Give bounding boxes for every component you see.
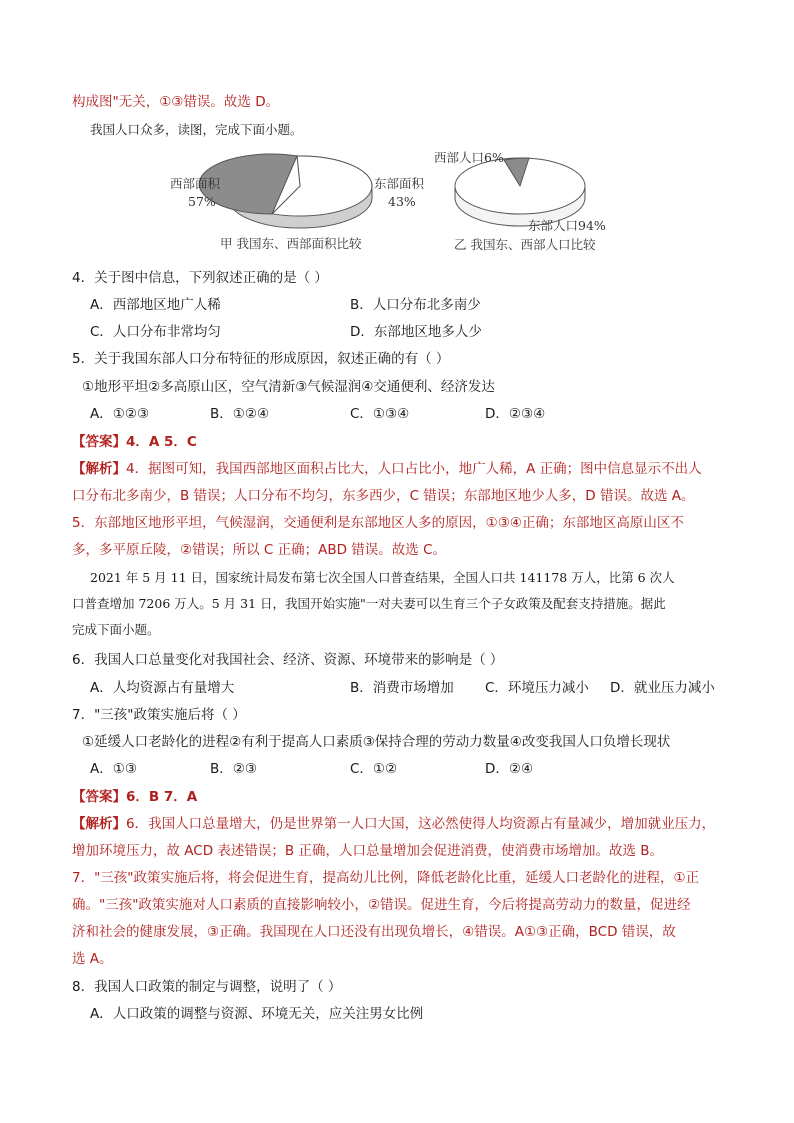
option-4b: B．人口分布北多南少 <box>350 297 481 313</box>
option-6d: D．就业压力减小 <box>610 680 715 696</box>
population-pie <box>455 158 585 226</box>
explanation-text: D <box>585 488 596 504</box>
explanation-text: C <box>409 488 419 504</box>
option-8a: A．人口政策的调整与资源、环境无关，应关注男女比例 <box>90 1006 424 1022</box>
option-7a: A．①③ <box>90 761 137 777</box>
explanation-text: 多，多平原丘陵， <box>72 542 180 558</box>
explanation-text: 错误；东部地区地少人多， <box>419 488 586 504</box>
answer-tag: 【答案】 <box>72 789 126 805</box>
option-4d: D．东部地区地多人少 <box>350 324 482 340</box>
question-4: 4．关于图中信息，下列叙述正确的是（ ） <box>72 270 328 286</box>
question-5: 5．关于我国东部人口分布特征的形成原因，叙述正确的有（ ） <box>72 351 450 367</box>
question-6: 6．我国人口总量变化对我国社会、经济、资源、环境带来的影响是（ ） <box>72 652 504 668</box>
explanation-text: 错误；所以 C 正确；ABD 错误。故选 C。 <box>192 542 447 558</box>
question-5-statements: ①地形平坦②多高原山区，空气清新③气候湿润④交通便利、经济发达 <box>82 379 495 395</box>
answer-value: 4．A 5．C <box>126 434 197 450</box>
option-6b: B．消费市场增加 <box>350 680 454 696</box>
explanation-text: ①③④ <box>485 515 522 531</box>
explanation-2e: 济和社会的健康发展，③正确。我国现在人口还没有出现负增长，④错误。A①③正确，BCD 错误，故 <box>72 924 676 940</box>
question-intro-2c: 完成下面小题。 <box>72 622 160 637</box>
option-5c: C．①③④ <box>350 406 410 422</box>
explanation-2a <box>72 814 715 834</box>
option-7b: B．②③ <box>210 761 257 777</box>
option-7d: D．②④ <box>485 761 534 777</box>
explanation-1d <box>72 540 446 560</box>
explanation-text: 正确；东部地区高原山区不 <box>521 515 684 531</box>
explanation-text: 错误。故选 A。 <box>595 488 695 504</box>
explanation-text: 口分布北多南少， <box>72 488 180 504</box>
east-area-label: 东部面积 <box>374 176 425 191</box>
option-5a: A．①②③ <box>90 406 150 422</box>
pie-figure <box>160 148 630 260</box>
question-intro: 我国人口众多，读图，完成下面小题。 <box>90 122 303 137</box>
explanation-text: ② <box>180 542 193 558</box>
option-5b: B．①②④ <box>210 406 270 422</box>
explanation-text: 6．我国人口总量增大，仍是世界第一人口大国，这必然使得人均资源占有量减少，增加就业压力， <box>126 816 716 832</box>
answer-tag: 【答案】 <box>72 434 126 450</box>
question-intro-2b: 口普查增加 7206 万人。5 月 31 日，我国开始实施"一对夫妻可以生育三个子女政策及配套支持措施。据此 <box>72 596 666 611</box>
west-area-label: 西部面积 <box>170 176 221 191</box>
area-pie <box>199 154 372 228</box>
explanation-2d: 确。"三孩"政策实施对人口素质的直接影响较小，②错误。促进生育，今后将提高劳动力的数量，促进经 <box>72 897 691 913</box>
question-8: 8．我国人口政策的制定与调整，说明了（ ） <box>72 979 342 995</box>
text-line <box>72 92 279 112</box>
answer-value: 6．B 7．A <box>126 789 198 805</box>
question-7: 7．"三孩"政策实施后将（ ） <box>72 707 246 723</box>
option-7c: C．①② <box>350 761 398 777</box>
explanation-2f: 选 A。 <box>72 951 113 967</box>
explanation-tag: 【解析】 <box>72 461 126 477</box>
explanation-2b: 增加环境压力，故 ACD 表述错误；B 正确，人口总量增加会促进消费，使消费市场增加。故选 B。 <box>72 843 664 859</box>
explanation-text: A <box>526 461 536 477</box>
answer-block-2 <box>72 787 197 807</box>
explanation-tag: 【解析】 <box>72 816 126 832</box>
explanation-text: B <box>180 488 190 504</box>
explanation-text: 正确；图中信息显示不出人 <box>535 461 702 477</box>
explanation-1b <box>72 486 695 506</box>
explanation-1c <box>72 513 684 533</box>
option-5d: D．②③④ <box>485 406 546 422</box>
explanation-text: 构成图"无关，①③错误。故选 D。 <box>72 94 280 110</box>
option-6c: C．环境压力减小 <box>485 680 589 696</box>
answer-block-1 <box>72 432 197 452</box>
east-area-pct: 43% <box>388 194 416 209</box>
caption-right: 乙 我国东、西部人口比较 <box>454 237 596 252</box>
explanation-text: 东部地区地形平坦，气候湿润，交通便利是东部地区人多的原因， <box>94 515 486 531</box>
option-4a: A．西部地区地广人稀 <box>90 297 221 313</box>
option-6a: A．人均资源占有量增大 <box>90 680 235 696</box>
west-area-pct: 57% <box>188 194 216 209</box>
explanation-2c: 7．"三孩"政策实施后将，将会促进生育，提高幼儿比例，降低老龄化比重，延缓人口老龄化的进程，①正 <box>72 870 700 886</box>
explanation-text: 5． <box>72 515 95 531</box>
caption-left: 甲 我国东、西部面积比较 <box>220 236 362 251</box>
question-7-statements: ①延缓人口老龄化的进程②有利于提高人口素质③保持合理的劳动力数量④改变我国人口负增长现状 <box>82 734 671 750</box>
explanation-text: 错误；人口分布不均匀，东多西少， <box>189 488 410 504</box>
west-pop-label: 西部人口6% <box>434 150 504 165</box>
explanation-text: 4．据图可知，我国西部地区面积占比大，人口占比小，地广人稀， <box>126 461 527 477</box>
explanation-1a <box>72 459 702 479</box>
option-4c: C．人口分布非常均匀 <box>90 324 221 340</box>
east-pop-label: 东部人口94% <box>528 218 606 233</box>
question-intro-2a: 2021 年 5 月 11 日，国家统计局发布第七次全国人口普查结果，全国人口共 141178 万人，比第 6 次人 <box>90 570 675 585</box>
